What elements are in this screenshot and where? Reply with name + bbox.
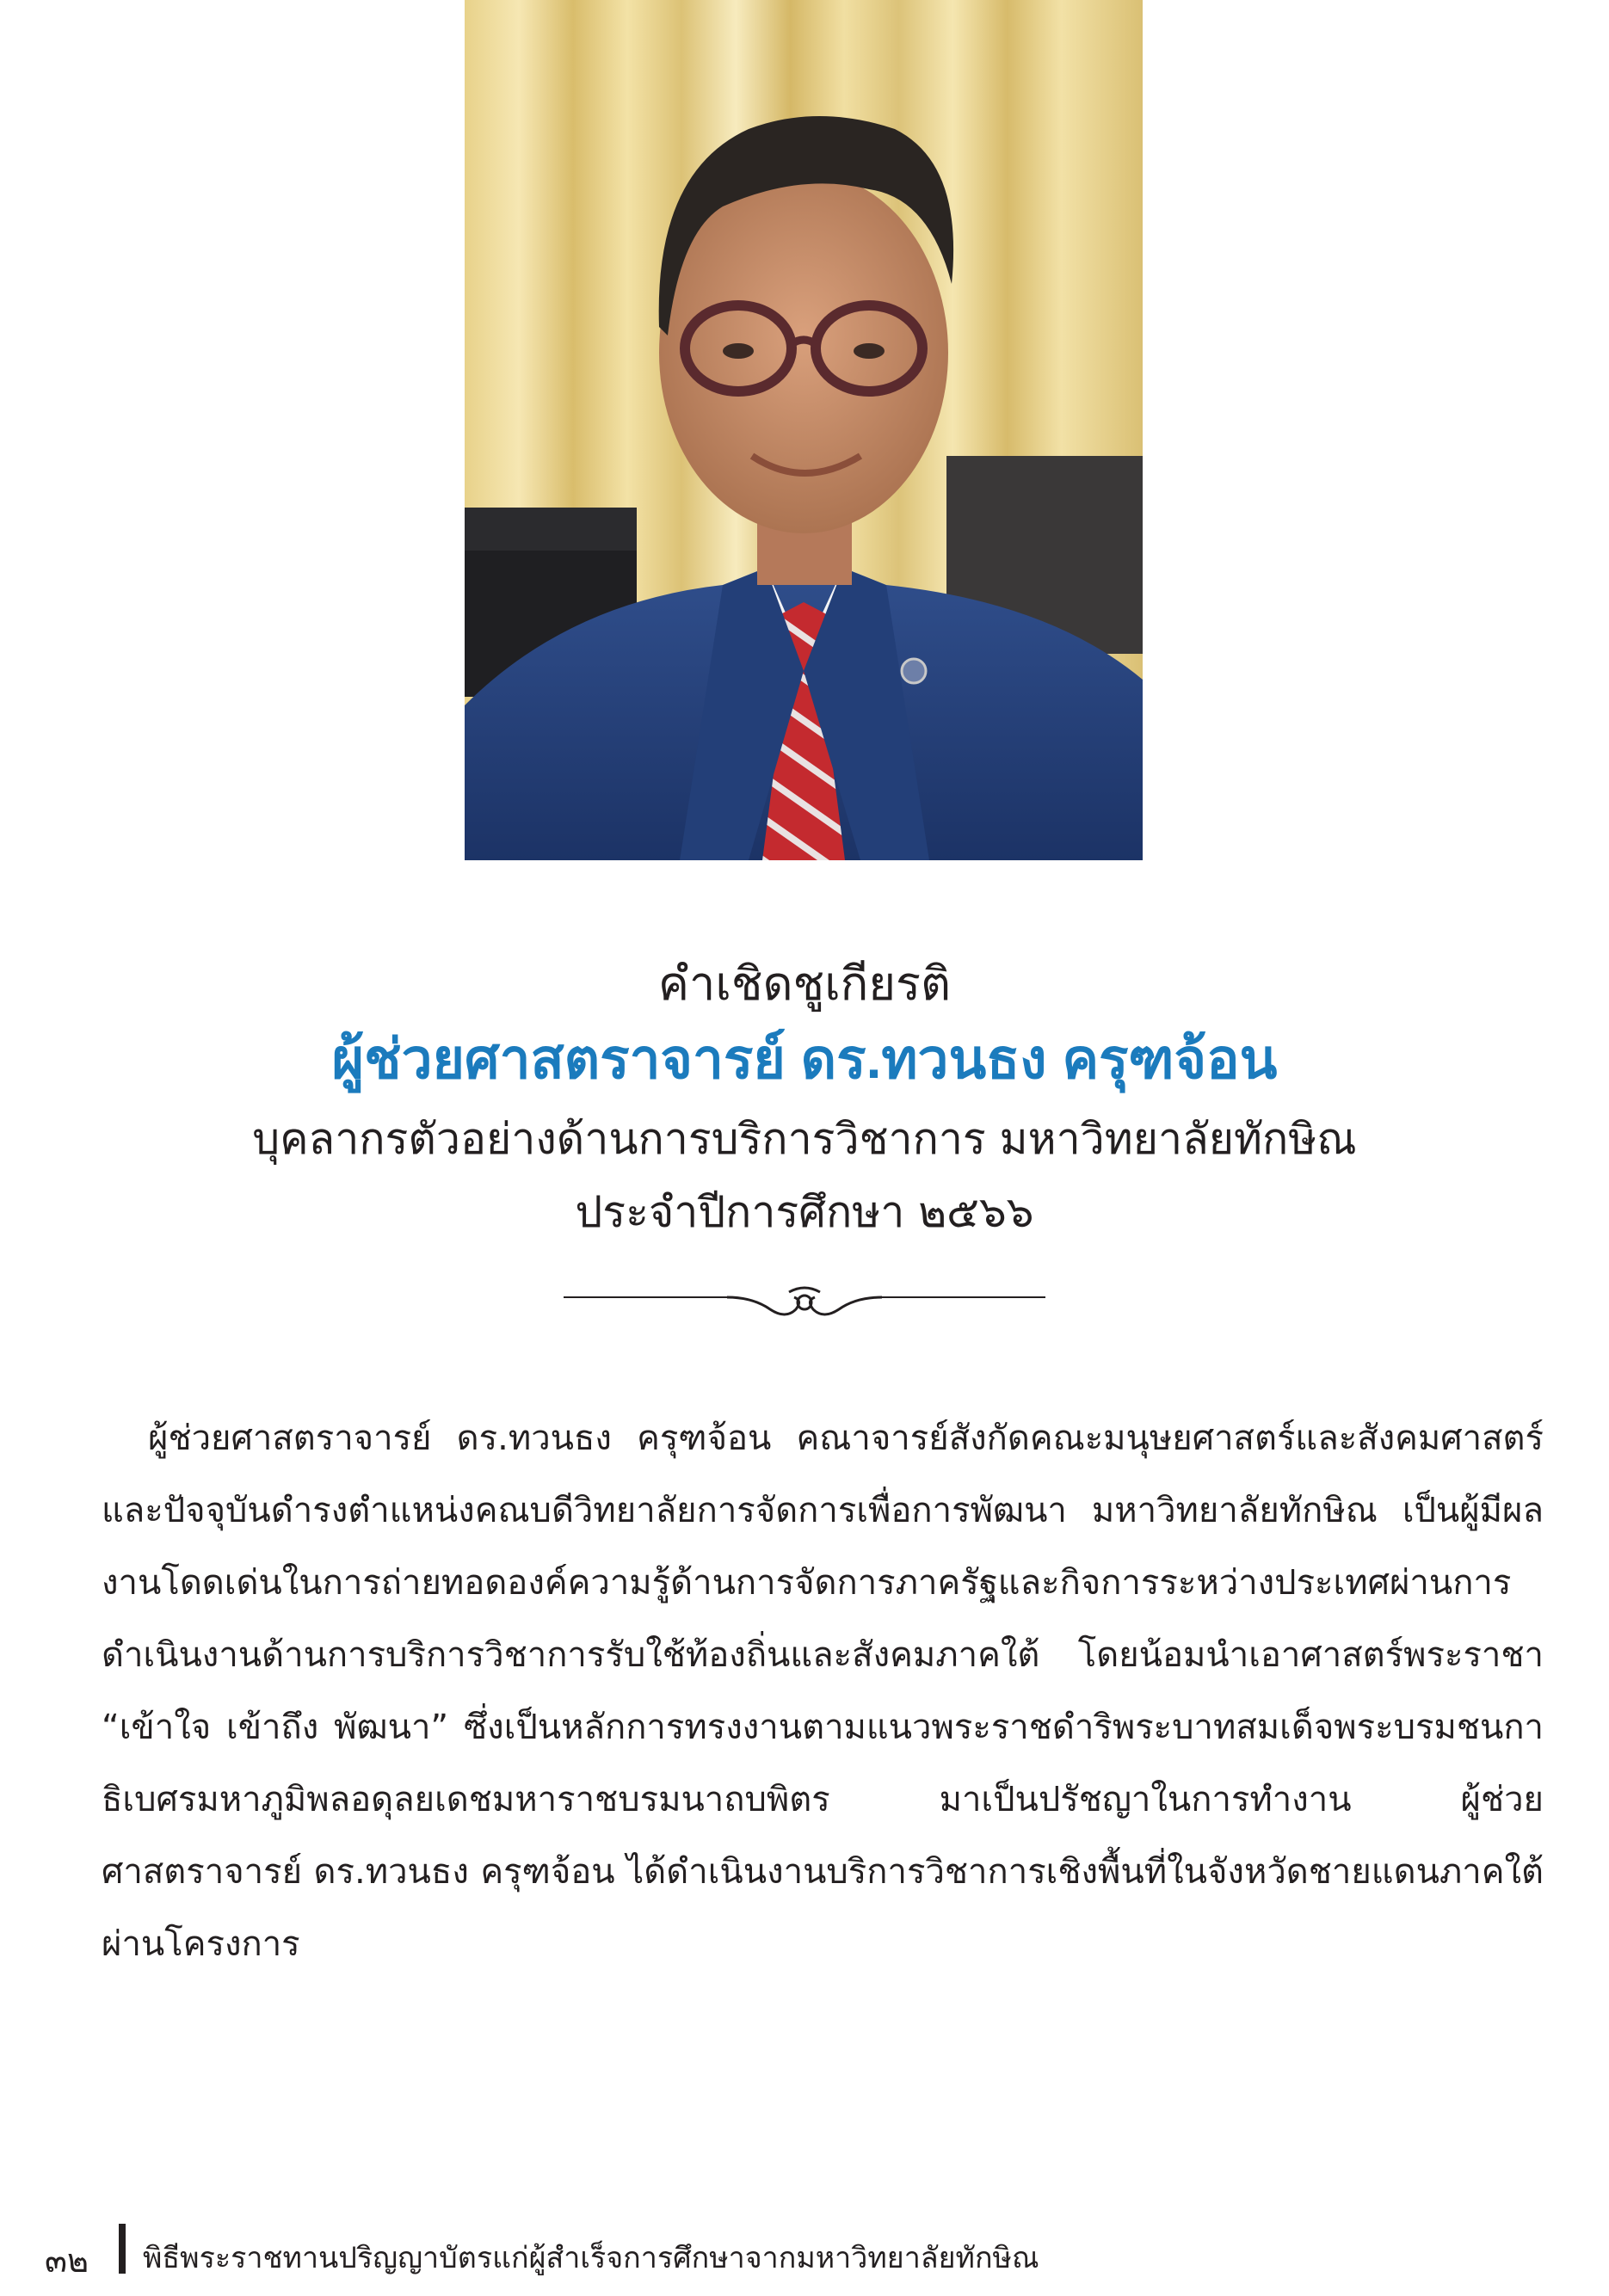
portrait-icon xyxy=(465,0,1143,860)
portrait-photo xyxy=(465,0,1143,860)
page-footer xyxy=(0,2224,1609,2280)
honoree-name: ผู้ช่วยศาสตราจารย์ ดร.ทวนธง ครุฑจ้อน xyxy=(331,1028,1278,1090)
caption-heading: คำเชิดชูเกียรติ xyxy=(657,957,952,1011)
ornament-divider-icon xyxy=(564,1271,1045,1332)
academic-year: ประจำปีการศึกษา ๒๕๖๖ xyxy=(575,1187,1034,1237)
award-subtitle: บุคลากรตัวอย่างด้านการบริการวิชาการ มหาวิทยาลัยทักษิณ xyxy=(252,1114,1357,1164)
citation-body: ผู้ช่วยศาสตราจารย์ ดร.ทวนธง ครุฑจ้อน คณาจารย์สังกัดคณะมนุษยศาสตร์และสังคมศาสตร์ และปัจจุบันดำรงตำแหน่งคณบดีวิทยาลัยการจัดการเพื่อการพัฒนา มหาวิทยาลัยทักษิณ เป็นผู้มีผลงานโดดเด่นในการถ่ายทอดองค์ความรู้ด้านการจัดการภาครัฐและกิจการระหว่างประเทศผ่านการดำเนินงานด้านการบริการวิชาการรับใช้ท้องถิ่นและสังคมภาคใต้ โดยน้อมนำเอาศาสตร์พระราชา “เข้าใจ เข้าถึง พัฒนา” ซึ่งเป็นหลักการทรงงานตามแนวพระราชดำริพระบาทสมเด็จพระบรมชนกาธิเบศรมหาภูมิพลอดุลยเดชมหาราชบรมนาถบพิตร มาเป็นปรัชญาในการทำงาน ผู้ช่วยศาสตราจารย์ ดร.ทวนธง ครุฑจ้อน ได้ดำเนินงานบริการวิชาการเชิงพื้นที่ในจังหวัดชายแดนภาคใต้ผ่านโครงการ xyxy=(102,1419,1544,1964)
footer-divider xyxy=(119,2224,126,2274)
page-number: ๓๒ xyxy=(45,2242,89,2280)
footer-title: พิธีพระราชทานปริญญาบัตรแก่ผู้สำเร็จการศึกษาจากมหาวิทยาลัยทักษิณ xyxy=(143,2241,1039,2275)
